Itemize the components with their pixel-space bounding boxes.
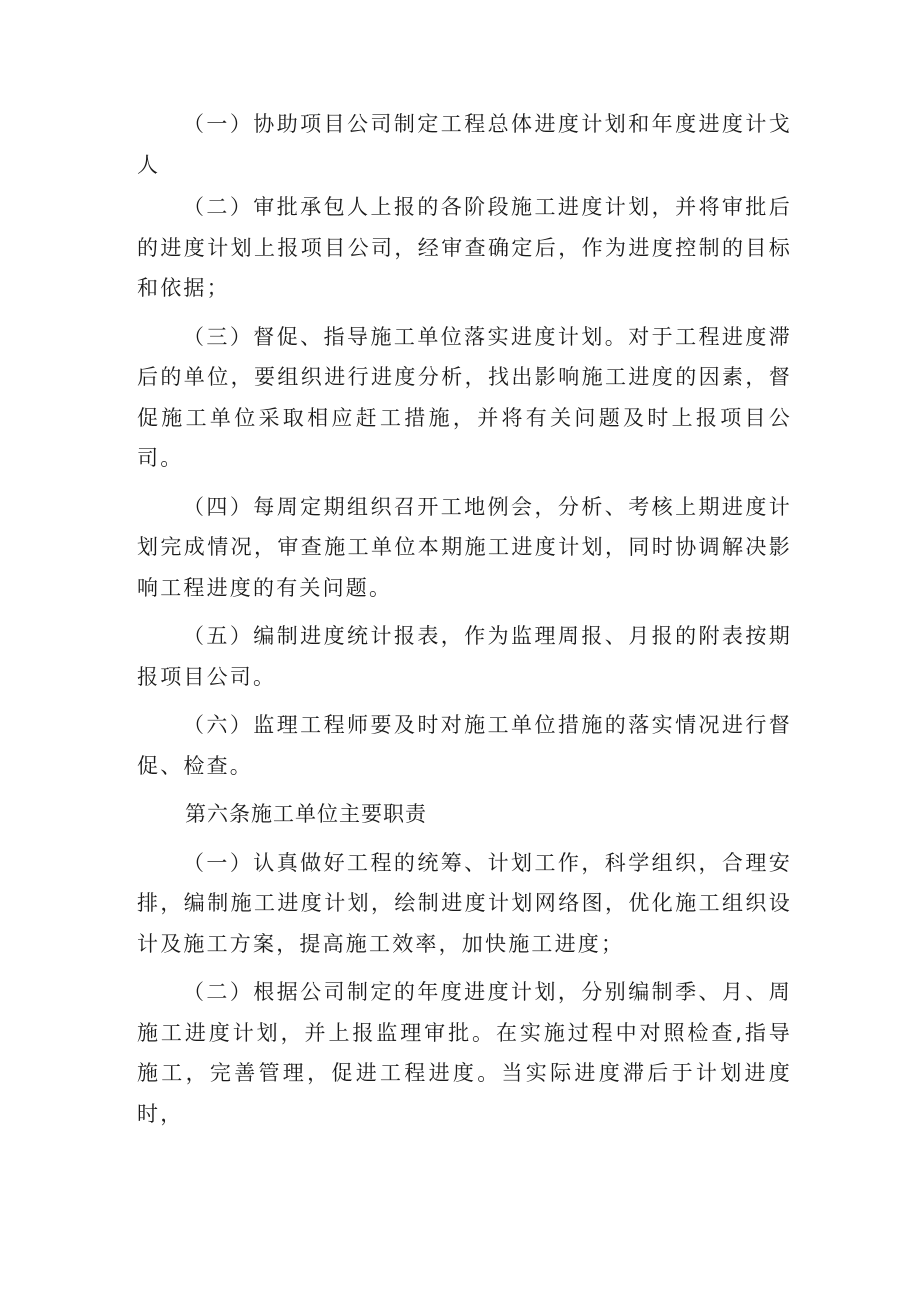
paragraph-contractor-item-1: （一）认真做好工程的统筹、计划工作，科学组织，合理安排，编制施工进度计划，绘制进度计划网络图，优化施工组织设计及施工方案，提高施工效率，加快施工进度； (137, 850, 792, 956)
section-heading-article-6: 第六条施工单位主要职责 (185, 802, 427, 826)
paragraph-supervision-item-3: （三）督促、指导施工单位落实进度计划。对于工程进度滞后的单位，要组织进行进度分析，找出影响施工进度的因素，督促施工单位采取相应赶工措施，并将有关问题及时上报项目公司。 (137, 324, 792, 470)
paragraph-supervision-item-1: （一）协助项目公司制定工程总体进度计划和年度进度计戈人 (137, 112, 792, 177)
paragraph-supervision-item-6: （六）监理工程师要及时对施工单位措施的落实情况进行督促、检查。 (137, 713, 792, 778)
paragraph-supervision-item-2: （二）审批承包人上报的各阶段施工进度计划，并将审批后的进度计划上报项目公司，经审查确定后，作为进度控制的目标和依据； (137, 195, 792, 300)
paragraph-supervision-item-5: （五）编制进度统计报表，作为监理周报、月报的附表按期报项目公司。 (137, 624, 792, 689)
paragraph-supervision-item-4: （四）每周定期组织召开工地例会，分析、考核上期进度计划完成情况，审查施工单位本期施工进度计划，同时协调解决影响工程进度的有关问题。 (137, 494, 792, 600)
paragraph-contractor-item-2: （二）根据公司制定的年度进度计划，分别编制季、月、周施工进度计划，并上报监理审批。在实施过程中对照检查,指导施工，完善管理，促进工程进度。当实际进度滞后于计划进度时， (137, 980, 792, 1126)
